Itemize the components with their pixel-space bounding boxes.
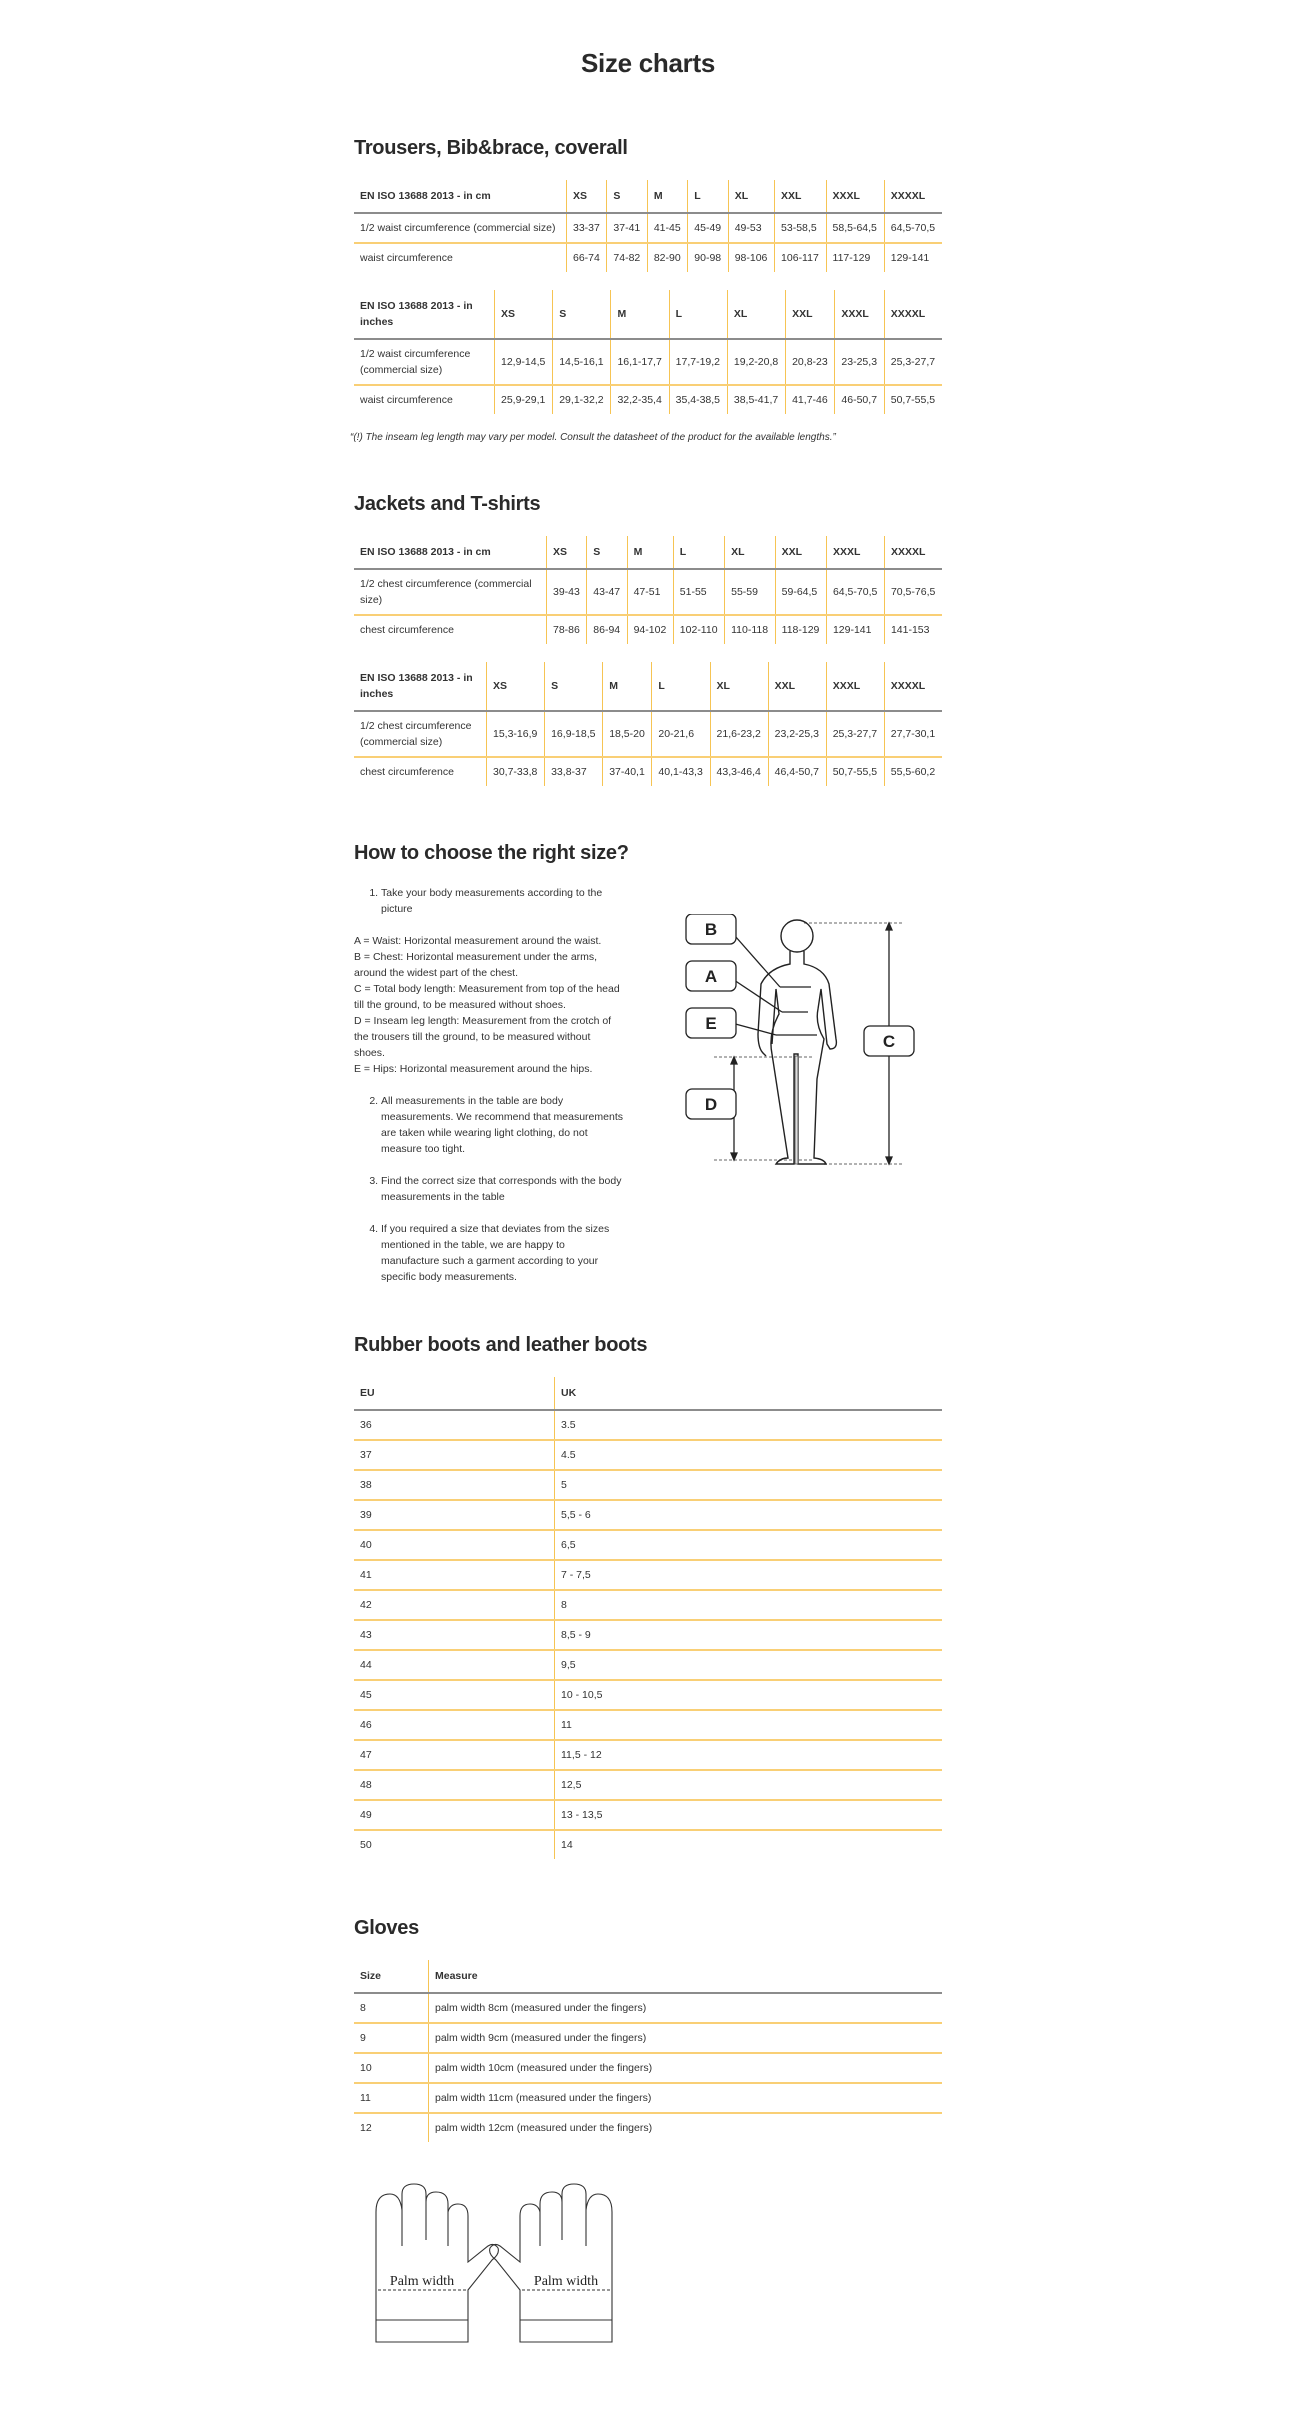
column-header: XXXXL — [884, 662, 942, 711]
trousers-title: Trousers, Bib&brace, coverall — [354, 137, 628, 159]
table-cell: 94-102 — [627, 615, 673, 644]
column-header: XL — [725, 536, 776, 569]
table-cell: 27,7-30,1 — [884, 711, 942, 757]
row-label-cell: waist circumference — [354, 385, 495, 414]
table-cell: 46,4-50,7 — [768, 757, 826, 786]
table-cell: 40,1-43,3 — [652, 757, 710, 786]
table-cell: 110-118 — [725, 615, 776, 644]
table-cell: 14 — [555, 1830, 943, 1859]
column-header: XXXL — [835, 290, 884, 339]
table-cell: 25,9-29,1 — [495, 385, 553, 414]
table-row — [354, 1590, 942, 1620]
table-cell: 12,5 — [555, 1770, 943, 1800]
table-cell: 8,5 - 9 — [555, 1620, 943, 1650]
howto-section — [354, 842, 942, 1312]
row-label-cell: 12 — [354, 2113, 429, 2142]
table-row — [354, 1993, 942, 2023]
table-row — [354, 1560, 942, 1590]
table-row — [354, 1830, 942, 1859]
jackets-cm-table — [354, 536, 942, 644]
column-header: Measure — [429, 1960, 943, 1993]
table-cell: 90-98 — [688, 243, 728, 272]
row-label-cell: 49 — [354, 1800, 555, 1830]
table-cell: 74-82 — [607, 243, 647, 272]
row-label-cell: 39 — [354, 1500, 555, 1530]
table-cell: 25,3-27,7 — [884, 339, 942, 385]
column-header: XS — [547, 536, 587, 569]
table-cell: 29,1-32,2 — [553, 385, 611, 414]
label-e: E — [705, 1014, 717, 1033]
column-header: M — [647, 180, 687, 213]
column-header: L — [669, 290, 727, 339]
left-glove-outline — [376, 2184, 498, 2342]
row-label-cell: 11 — [354, 2083, 429, 2113]
row-label-cell: 9 — [354, 2023, 429, 2053]
trousers-cm-table — [354, 180, 942, 272]
table-cell: 11,5 - 12 — [555, 1740, 943, 1770]
table-row — [354, 1620, 942, 1650]
measurement-definitions — [354, 933, 624, 1077]
table-cell: 7 - 7,5 — [555, 1560, 943, 1590]
jackets-title: Jackets and T-shirts — [354, 493, 541, 515]
table-cell: 66-74 — [567, 243, 607, 272]
label-a: A — [704, 967, 718, 986]
glove-measurement-figure — [364, 2182, 624, 2367]
table-row — [354, 615, 942, 644]
table-row — [354, 385, 942, 414]
row-label-cell: 47 — [354, 1740, 555, 1770]
column-header: S — [553, 290, 611, 339]
table-row — [354, 213, 942, 243]
gloves-table — [354, 1960, 942, 2142]
table-cell: palm width 10cm (measured under the fingers) — [429, 2053, 943, 2083]
table-cell: 117-129 — [826, 243, 884, 272]
boots-section — [354, 1334, 942, 1859]
column-header: M — [627, 536, 673, 569]
table-cell: 16,9-18,5 — [545, 711, 603, 757]
table-cell: palm width 8cm (measured under the fingers) — [429, 1993, 943, 2023]
table-cell: 50,7-55,5 — [826, 757, 884, 786]
table-cell: 64,5-70,5 — [826, 569, 884, 615]
column-header: S — [607, 180, 647, 213]
table-cell: 16,1-17,7 — [611, 339, 669, 385]
table-cell: 55-59 — [725, 569, 776, 615]
left-palm-width-label: Palm width — [389, 2274, 455, 2289]
column-header: XS — [567, 180, 607, 213]
table-cell: 46-50,7 — [835, 385, 884, 414]
column-header: L — [652, 662, 710, 711]
table-cell: 47-51 — [627, 569, 673, 615]
table-cell: 82-90 — [647, 243, 687, 272]
row-label-cell: 44 — [354, 1650, 555, 1680]
row-label-cell: chest circumference — [354, 615, 547, 644]
row-label-cell: waist circumference — [354, 243, 567, 272]
gloves-section — [354, 1917, 942, 2372]
howto-instructions — [354, 885, 624, 1285]
table-header-row — [354, 662, 942, 711]
figure-head — [781, 920, 813, 952]
table-row — [354, 2083, 942, 2113]
table-row — [354, 2113, 942, 2142]
table-cell: 64,5-70,5 — [884, 213, 942, 243]
definition-a: A = Waist: Horizontal measurement around the waist. — [354, 935, 602, 947]
table-row — [354, 1470, 942, 1500]
column-header: XL — [728, 180, 774, 213]
table-cell: 14,5-16,1 — [553, 339, 611, 385]
table-cell: 106-117 — [775, 243, 826, 272]
table-cell: 78-86 — [547, 615, 587, 644]
table-cell: 12,9-14,5 — [495, 339, 553, 385]
table-row — [354, 2053, 942, 2083]
row-label-cell: 1/2 chest circumference (commercial size) — [360, 578, 532, 606]
row-label-cell: 43 — [354, 1620, 555, 1650]
row-label-cell: 1/2 chest circumference (commercial size) — [360, 720, 472, 748]
column-header: Size — [354, 1960, 429, 1993]
table-row — [354, 243, 942, 272]
column-header: EN ISO 13688 2013 - in inches — [354, 290, 495, 339]
step-4: 4. If you required a size that deviates from the sizes mentioned in the table, we are happy to manufacture such a garment according to your specific body measurements. — [381, 1221, 624, 1285]
trousers-inch-table — [354, 290, 942, 414]
row-label-cell: 38 — [354, 1470, 555, 1500]
table-row — [354, 339, 942, 385]
column-header: L — [688, 180, 728, 213]
table-cell: 13 - 13,5 — [555, 1800, 943, 1830]
row-label-cell: 37 — [354, 1440, 555, 1470]
right-glove-outline — [490, 2184, 612, 2342]
column-header: M — [603, 662, 652, 711]
table-header-row — [354, 1960, 942, 1993]
table-row — [354, 2023, 942, 2053]
table-cell: 86-94 — [587, 615, 627, 644]
table-cell: 5,5 - 6 — [555, 1500, 943, 1530]
table-cell: 41,7-46 — [786, 385, 835, 414]
row-label-cell: 45 — [354, 1680, 555, 1710]
table-cell: 30,7-33,8 — [487, 757, 545, 786]
row-label-cell: 41 — [354, 1560, 555, 1590]
table-cell: 18,5-20 — [603, 711, 652, 757]
table-row — [354, 1530, 942, 1560]
row-label-cell: chest circumference — [354, 757, 487, 786]
table-header-row — [354, 536, 942, 569]
step-3: 3. Find the correct size that corresponds with the body measurements in the table — [381, 1173, 624, 1205]
table-cell: 49-53 — [728, 213, 774, 243]
table-cell: 3.5 — [555, 1410, 943, 1440]
row-label-cell: 1/2 waist circumference (commercial size) — [360, 348, 471, 376]
table-cell: 118-129 — [775, 615, 826, 644]
column-header: XS — [495, 290, 553, 339]
inseam-note: “(!) The inseam leg length may vary per model. Consult the datasheet of the product for the available lengths.” — [350, 432, 836, 443]
column-header: XXXXL — [884, 180, 942, 213]
definition-e: E = Hips: Horizontal measurement around the hips. — [354, 1063, 593, 1075]
table-cell: 6,5 — [555, 1530, 943, 1560]
size-charts-page — [350, 0, 942, 2372]
table-cell: 129-141 — [826, 615, 884, 644]
column-header: S — [587, 536, 627, 569]
table-cell: 17,7-19,2 — [669, 339, 727, 385]
table-cell: 70,5-76,5 — [884, 569, 942, 615]
definition-d: D = Inseam leg length: Measurement from the crotch of the trousers till the ground, to be measured without shoes. — [354, 1015, 612, 1059]
table-cell: 19,2-20,8 — [727, 339, 785, 385]
page-title: Size charts — [581, 48, 715, 78]
table-header-row — [354, 290, 942, 339]
table-row — [354, 1770, 942, 1800]
table-row — [354, 1740, 942, 1770]
label-d: D — [704, 1095, 718, 1114]
table-cell: 25,3-27,7 — [826, 711, 884, 757]
table-cell: 141-153 — [884, 615, 942, 644]
table-cell: palm width 11cm (measured under the fingers) — [429, 2083, 943, 2113]
trousers-section — [350, 137, 942, 443]
table-cell: 43,3-46,4 — [710, 757, 768, 786]
table-cell: 37-41 — [607, 213, 647, 243]
table-cell: 11 — [555, 1710, 943, 1740]
table-header-row — [354, 180, 942, 213]
boots-table — [354, 1377, 942, 1859]
column-header: XXL — [775, 536, 826, 569]
table-row — [354, 1680, 942, 1710]
boots-title: Rubber boots and leather boots — [354, 1334, 648, 1356]
table-row — [354, 1800, 942, 1830]
table-cell: 9,5 — [555, 1650, 943, 1680]
row-label-cell: 48 — [354, 1770, 555, 1800]
table-row — [354, 1500, 942, 1530]
column-header: XL — [710, 662, 768, 711]
row-label-cell: 36 — [360, 1419, 372, 1431]
table-cell: 43-47 — [587, 569, 627, 615]
table-row — [354, 757, 942, 786]
table-cell: 23-25,3 — [835, 339, 884, 385]
table-cell: palm width 12cm (measured under the fingers) — [429, 2113, 943, 2142]
table-cell: 37-40,1 — [603, 757, 652, 786]
label-c: C — [882, 1032, 896, 1051]
column-header: XS — [487, 662, 545, 711]
column-header: XXL — [768, 662, 826, 711]
column-header: XXXXL — [884, 290, 942, 339]
column-header: XXL — [775, 180, 826, 213]
row-label-cell: 42 — [354, 1590, 555, 1620]
table-cell: 38,5-41,7 — [727, 385, 785, 414]
column-header: S — [545, 662, 603, 711]
step-1: 1. Take your body measurements according to the picture — [381, 885, 624, 917]
table-row — [354, 1410, 942, 1440]
column-header: XXXL — [826, 180, 884, 213]
table-cell: 23,2-25,3 — [768, 711, 826, 757]
table-cell: 35,4-38,5 — [669, 385, 727, 414]
table-cell: 129-141 — [884, 243, 942, 272]
label-b: B — [704, 920, 718, 939]
table-cell: 15,3-16,9 — [487, 711, 545, 757]
table-cell: 20,8-23 — [786, 339, 835, 385]
definition-c: C = Total body length: Measurement from top of the head till the ground, to be measured without shoes. — [354, 983, 620, 1011]
table-cell: 5 — [555, 1470, 943, 1500]
jackets-inch-table — [354, 662, 942, 786]
figure-leg-gap — [795, 1056, 798, 1164]
table-row — [354, 1650, 942, 1680]
table-cell: 53-58,5 — [775, 213, 826, 243]
definition-b: B = Chest: Horizontal measurement under the arms, around the widest part of the chest. — [354, 951, 598, 979]
table-cell: palm width 9cm (measured under the fingers) — [429, 2023, 943, 2053]
table-cell: 32,2-35,4 — [611, 385, 669, 414]
table-cell: 58,5-64,5 — [826, 213, 884, 243]
jackets-section — [354, 493, 942, 786]
table-cell: 33,8-37 — [545, 757, 603, 786]
column-header: XXL — [786, 290, 835, 339]
table-cell: 4.5 — [555, 1440, 943, 1470]
table-cell: 33-37 — [567, 213, 607, 243]
row-label-cell: 8 — [360, 2002, 366, 2014]
column-header: UK — [555, 1377, 943, 1410]
table-cell: 55,5-60,2 — [884, 757, 942, 786]
column-header: XXXXL — [884, 536, 942, 569]
table-cell: 50,7-55,5 — [884, 385, 942, 414]
table-header-row — [354, 1377, 942, 1410]
column-header: XL — [727, 290, 785, 339]
column-header: EU — [354, 1377, 555, 1410]
table-cell: 10 - 10,5 — [555, 1680, 943, 1710]
step-2: 2. All measurements in the table are body measurements. We recommend that measurements are taken while wearing light clothing, do not measure too tight. — [381, 1093, 624, 1157]
table-row — [354, 569, 942, 615]
column-header: EN ISO 13688 2013 - in cm — [354, 180, 567, 213]
row-label-cell: 10 — [354, 2053, 429, 2083]
howto-title: How to choose the right size? — [354, 842, 629, 864]
row-label-cell: 1/2 waist circumference (commercial size) — [360, 222, 556, 234]
body-measurement-figure — [684, 914, 934, 1174]
table-cell: 45-49 — [688, 213, 728, 243]
row-label-cell: 40 — [354, 1530, 555, 1560]
table-cell: 20-21,6 — [652, 711, 710, 757]
table-cell: 98-106 — [728, 243, 774, 272]
right-palm-width-label: Palm width — [533, 2274, 599, 2289]
column-header: M — [611, 290, 669, 339]
table-row — [354, 1440, 942, 1470]
column-header: EN ISO 13688 2013 - in inches — [354, 662, 487, 711]
table-cell: 51-55 — [673, 569, 724, 615]
table-row — [354, 711, 942, 757]
column-header: L — [673, 536, 724, 569]
table-cell: 59-64,5 — [775, 569, 826, 615]
row-label-cell: 46 — [354, 1710, 555, 1740]
table-cell: 21,6-23,2 — [710, 711, 768, 757]
column-header: XXXL — [826, 536, 884, 569]
table-cell: 41-45 — [647, 213, 687, 243]
table-cell: 102-110 — [673, 615, 724, 644]
column-header: EN ISO 13688 2013 - in cm — [354, 536, 547, 569]
row-label-cell: 50 — [354, 1830, 555, 1859]
table-cell: 39-43 — [547, 569, 587, 615]
table-row — [354, 1710, 942, 1740]
gloves-title: Gloves — [354, 1917, 419, 1939]
column-header: XXXL — [826, 662, 884, 711]
table-cell: 8 — [555, 1590, 943, 1620]
